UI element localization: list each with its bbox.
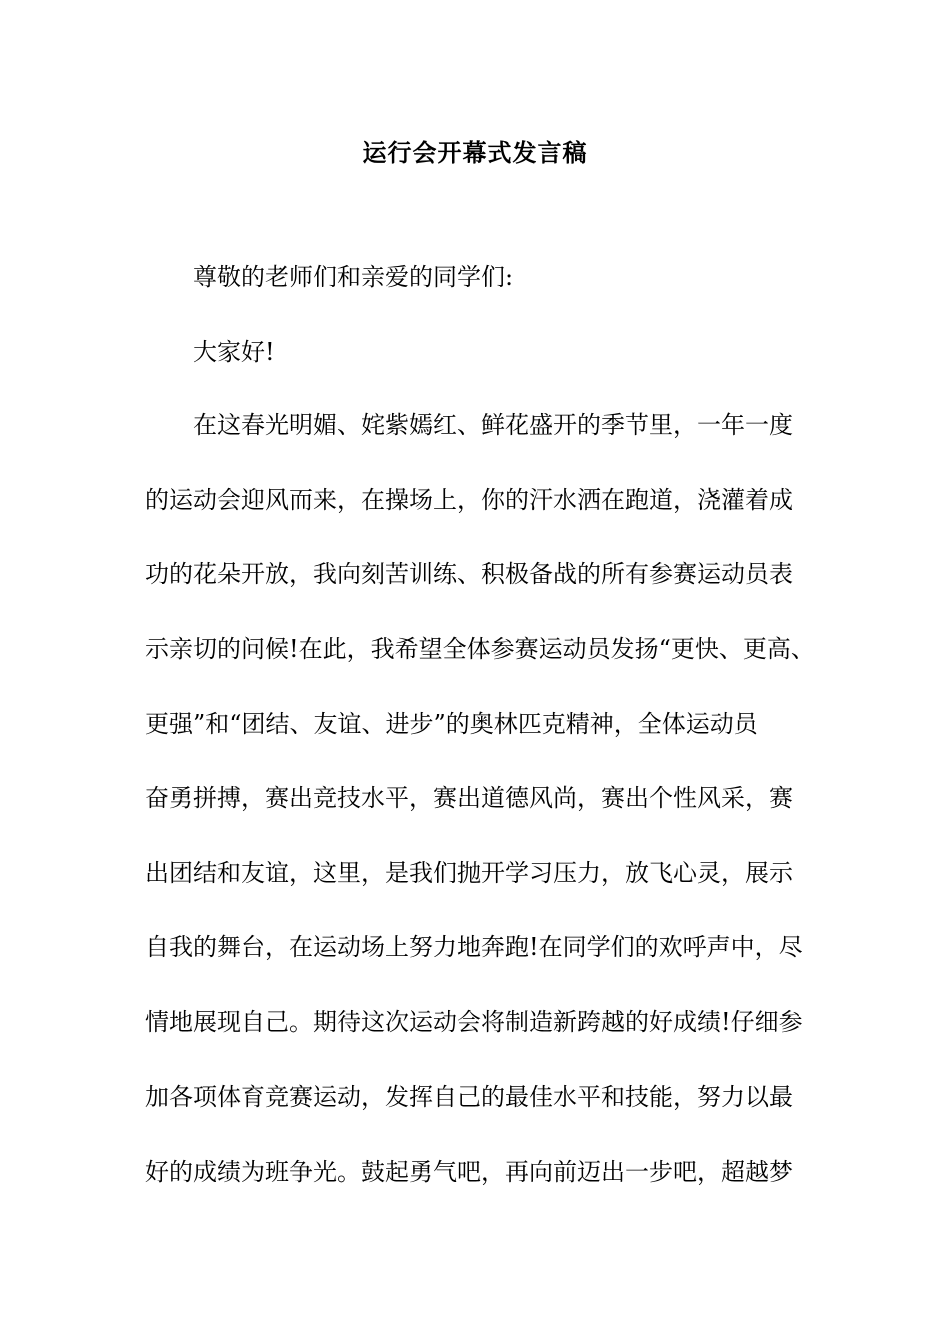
body-line: 更强”和“团结、友谊、进步”的奥林匹克精神，全体运动员 [145,710,758,738]
body-line: 自我的舞台，在运动场上努力地奔跑!在同学们的欢呼声中，尽 [145,933,803,961]
body-line: 好的成绩为班争光。鼓起勇气吧，再向前迈出一步吧，超越梦 [145,1158,793,1186]
document-title: 运行会开幕式发言稿 [362,138,588,167]
salutation-line: 尊敬的老师们和亲爱的同学们: [193,263,514,291]
body-line: 情地展现自己。期待这次运动会将制造新跨越的好成绩!仔细参 [145,1008,803,1036]
body-line: 在这春光明媚、姹紫嫣红、鲜花盛开的季节里，一年一度 [193,411,793,439]
body-line: 的运动会迎风而来，在操场上，你的汗水洒在跑道，浇灌着成 [145,486,793,514]
body-line: 示亲切的问候!在此，我希望全体参赛运动员发扬“更快、更高、 [145,635,815,663]
greeting-line: 大家好! [193,338,275,366]
body-line: 功的花朵开放，我向刻苦训练、积极备战的所有参赛运动员表 [145,560,793,588]
body-line: 出团结和友谊，这里，是我们抛开学习压力，放飞心灵，展示 [145,859,793,887]
body-line: 奋勇拼搏，赛出竞技水平，赛出道德风尚，赛出个性风采，赛 [145,784,793,812]
body-line: 加各项体育竞赛运动，发挥自己的最佳水平和技能，努力以最 [145,1083,793,1111]
